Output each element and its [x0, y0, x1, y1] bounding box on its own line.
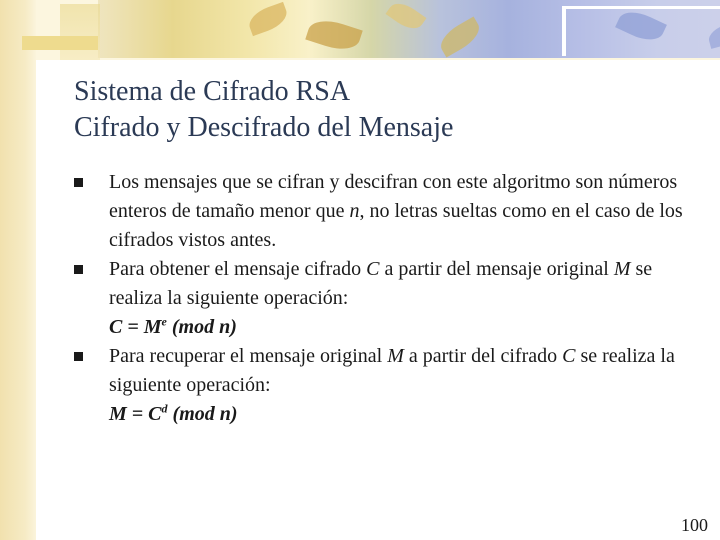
bullet-text: Para recuperar el mensaje original	[109, 345, 388, 367]
banner-frame	[562, 6, 720, 56]
bullet-list	[74, 168, 708, 429]
title-line-2: Cifrado y Descifrado del Mensaje	[74, 112, 454, 143]
bullet-text: Los mensajes que se cifran y descifran con este algoritmo son números enteros de tamaño menor que	[109, 171, 678, 222]
formula-paren: (	[167, 403, 180, 425]
corner-decoration	[60, 4, 100, 60]
formula-paren: (	[166, 316, 179, 338]
formula-paren: )	[230, 316, 237, 338]
bullet-item	[74, 342, 708, 429]
formula-mod: mod n	[178, 316, 231, 338]
bullet-text: se realiza la siguiente operación:	[109, 345, 675, 396]
formula-lhs: M = C	[109, 403, 162, 425]
corner-accent-bar	[22, 36, 98, 50]
variable-c: C	[366, 258, 380, 280]
square-bullet-icon	[74, 265, 83, 274]
square-bullet-icon	[74, 178, 83, 187]
slide-title	[74, 74, 453, 146]
formula-paren: )	[230, 403, 238, 425]
bullet-text: , no letras sueltas como en el caso de los cifrados vistos antes.	[109, 200, 683, 251]
top-decorative-banner	[98, 0, 720, 58]
formula-exponent: d	[161, 401, 168, 416]
encryption-formula	[109, 316, 237, 338]
left-decorative-band	[0, 0, 36, 540]
bullet-text: Para obtener el mensaje cifrado	[109, 258, 367, 280]
leaf-decoration	[386, 0, 427, 35]
decryption-formula	[109, 403, 238, 425]
page-number: 100	[681, 515, 708, 535]
variable-m: M	[613, 258, 631, 280]
formula-exponent: e	[161, 314, 167, 329]
bullet-item	[74, 255, 708, 342]
bullet-text: a partir del mensaje original	[379, 258, 614, 280]
leaf-decoration	[245, 2, 290, 36]
variable-c: C	[562, 345, 576, 367]
formula-lhs: C = M	[109, 316, 162, 338]
variable-n: n	[349, 200, 360, 222]
leaf-decoration	[305, 15, 362, 56]
formula-mod: mod n	[179, 403, 231, 425]
variable-m: M	[387, 345, 404, 367]
square-bullet-icon	[74, 352, 83, 361]
leaf-decoration	[435, 16, 484, 57]
bullet-text: a partir del cifrado	[403, 345, 563, 367]
bullet-item	[74, 168, 708, 255]
bullet-text: se realiza la siguiente operación:	[109, 258, 653, 309]
title-line-1: Sistema de Cifrado RSA	[74, 76, 351, 107]
